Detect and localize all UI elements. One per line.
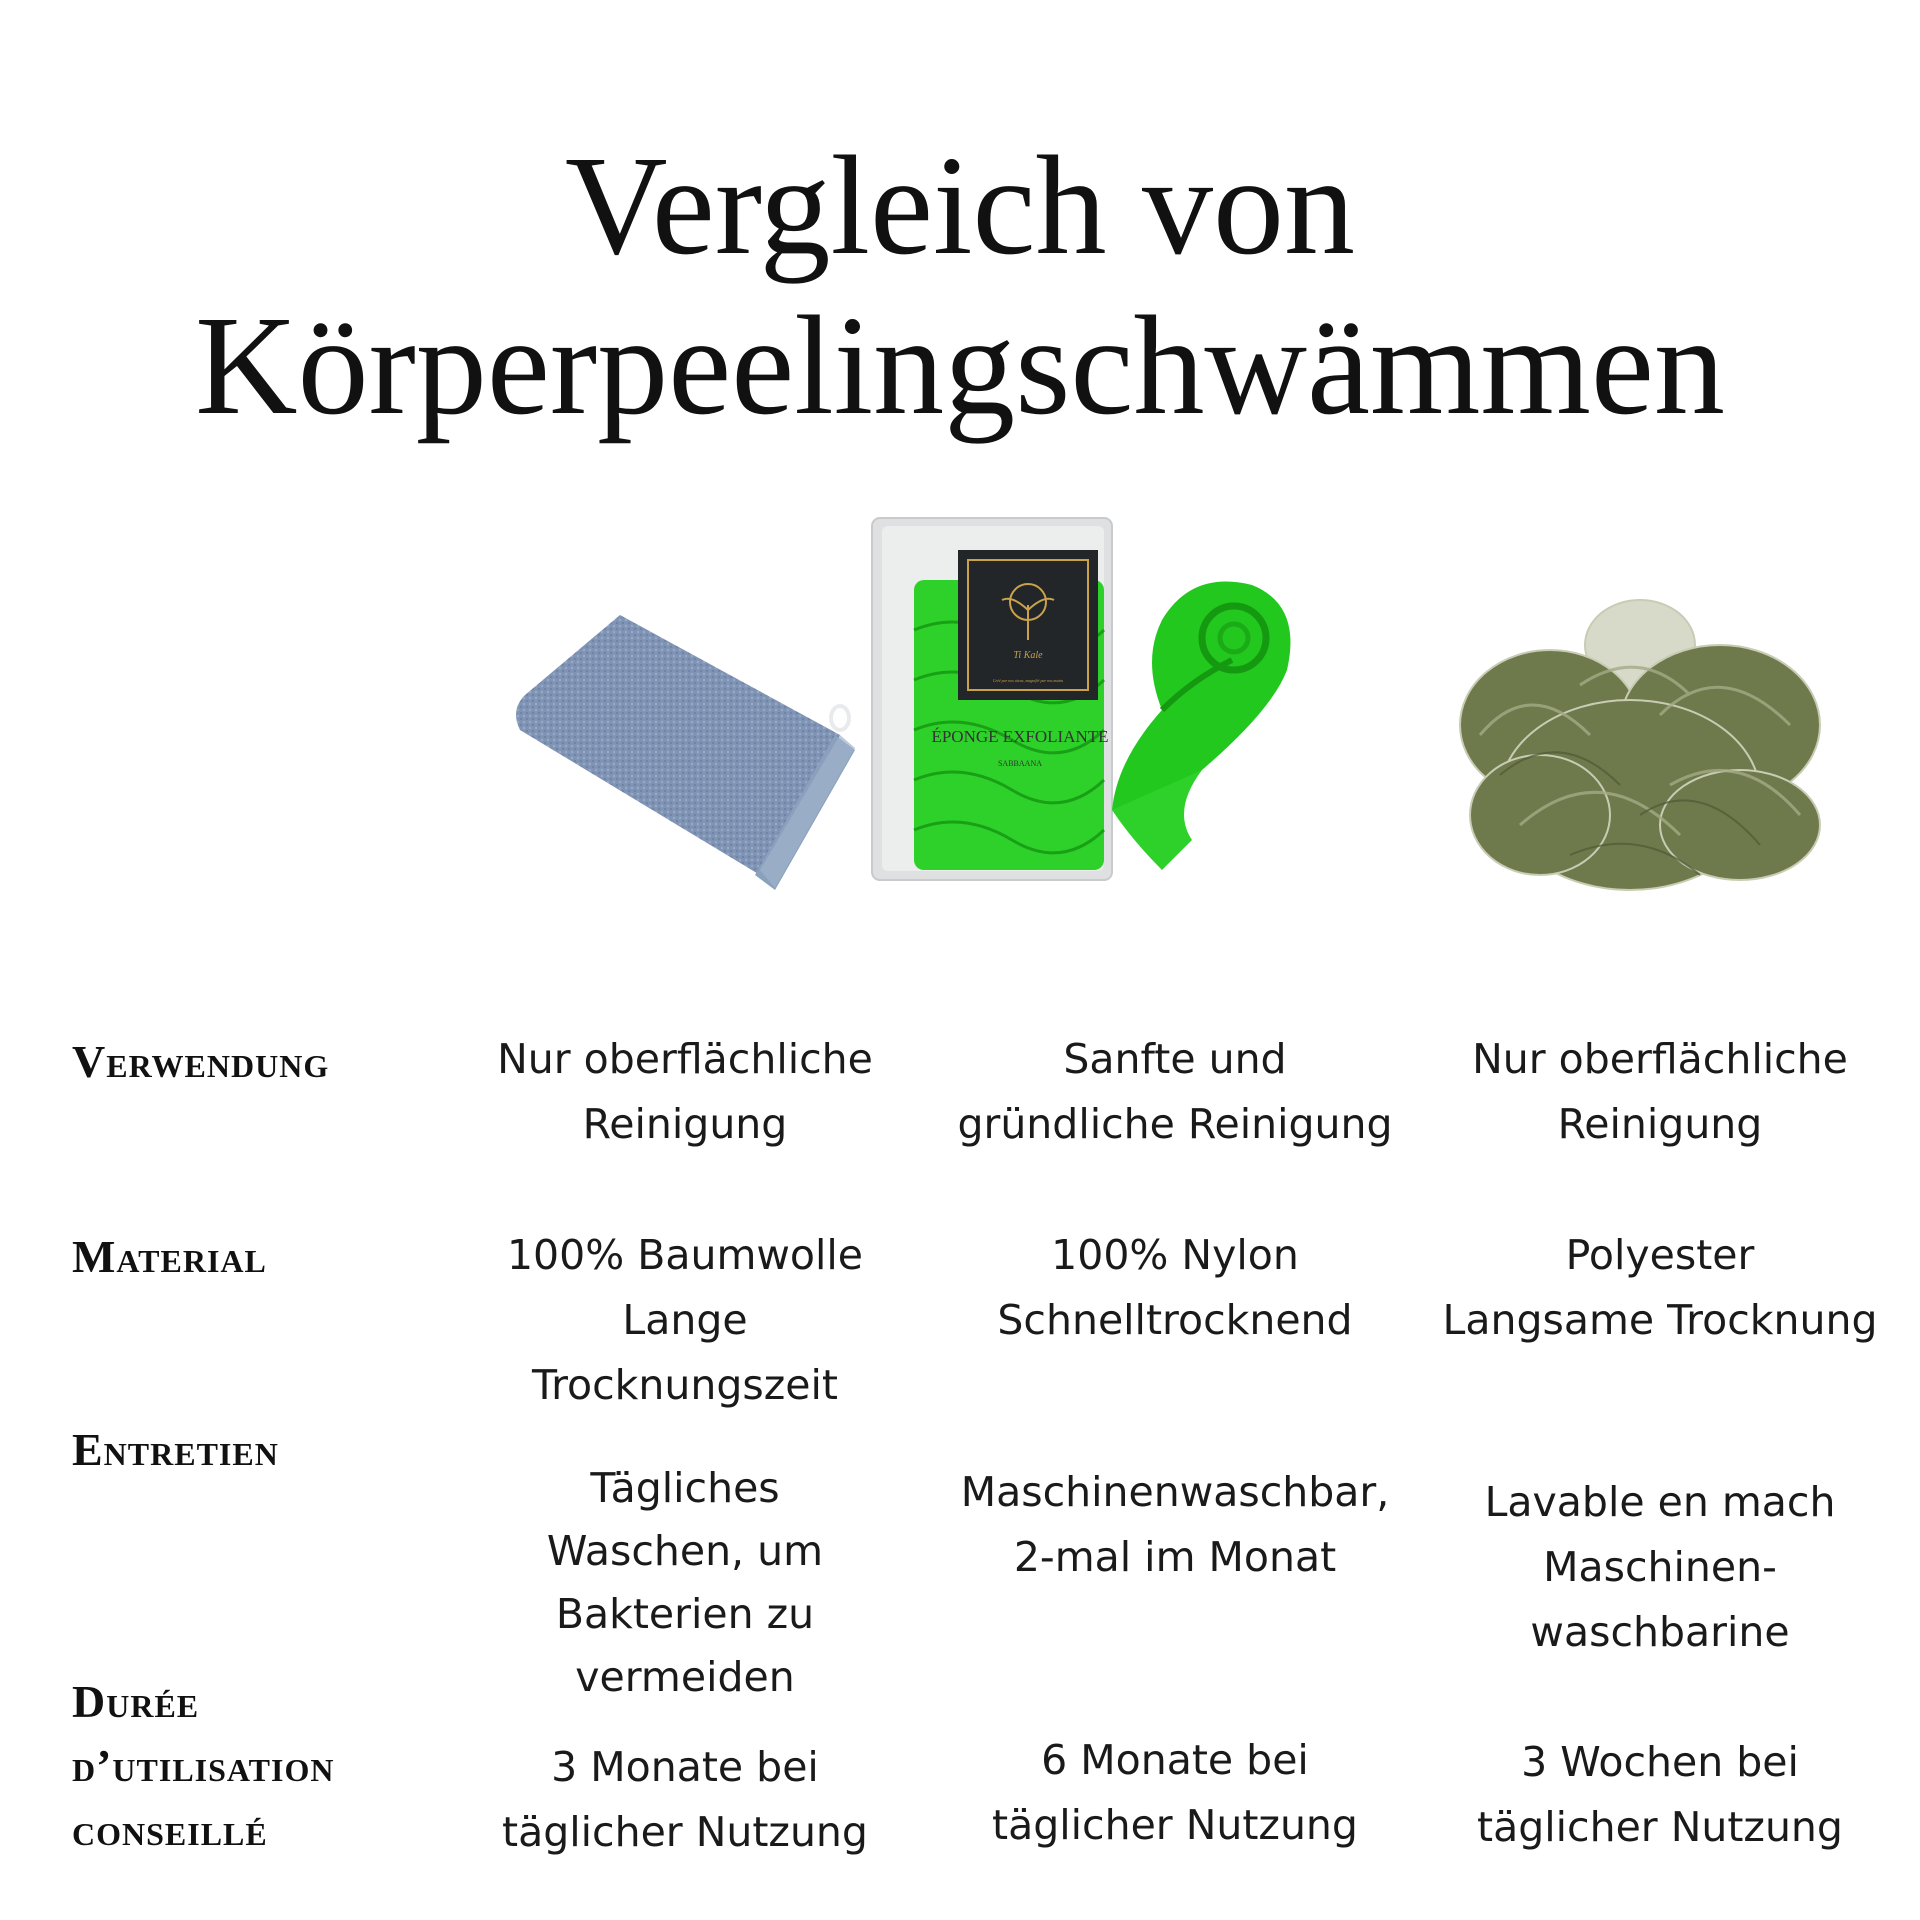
row-label-material: Material xyxy=(72,1231,267,1282)
row-label-entretien: Entretien xyxy=(72,1424,279,1475)
title-line-1: Vergleich von xyxy=(564,126,1355,284)
title-line-2: Körperpeelingschwämmen xyxy=(195,286,1725,444)
cell-verwendung-pouf: Nur oberflächliche Reinigung xyxy=(1472,1035,1848,1148)
package-brand: Ti Kale xyxy=(1013,650,1043,661)
package-tagline: Créé par nos aïeux, magnifié par nos mains xyxy=(992,678,1064,683)
mesh-pouf-image xyxy=(1440,585,1835,915)
cell-material-towel: 100% Baumwolle Lange Trocknungszeit xyxy=(506,1231,864,1409)
cell-material-nylon: 100% Nylon Schnelltrocknend xyxy=(997,1231,1353,1344)
cell-verwendung-nylon: Sanfte und gründliche Reinigung xyxy=(957,1035,1393,1148)
cell-duree-nylon: 6 Monate bei täglicher Nutzung xyxy=(992,1736,1358,1849)
cell-material-pouf: Polyester Langsame Trocknung xyxy=(1442,1231,1878,1344)
nylon-sponge-package-image xyxy=(862,510,1372,890)
package-sub: SABBAANA xyxy=(997,759,1043,768)
wash-mitt-image xyxy=(510,600,870,890)
cell-entretien-towel: Tägliches Waschen, um Bakterien zu vermeiden xyxy=(546,1464,824,1701)
cell-verwendung-towel: Nur oberflächliche Reinigung xyxy=(497,1035,873,1148)
cell-duree-pouf: 3 Wochen bei täglicher Nutzung xyxy=(1477,1738,1843,1851)
row-label-verwendung: Verwendung xyxy=(72,1036,330,1087)
cell-entretien-pouf: Lavable en mach Maschinen- waschbarine xyxy=(1484,1478,1836,1656)
cell-duree-towel: 3 Monate bei täglicher Nutzung xyxy=(502,1743,868,1856)
package-name: ÉPONGE EXFOLIANTE xyxy=(931,727,1109,746)
page-title xyxy=(0,125,1920,445)
cell-entretien-nylon: Maschinenwaschbar, 2-mal im Monat xyxy=(960,1468,1390,1581)
row-label-duree: Durée d’utilisation conseillé xyxy=(72,1676,335,1855)
